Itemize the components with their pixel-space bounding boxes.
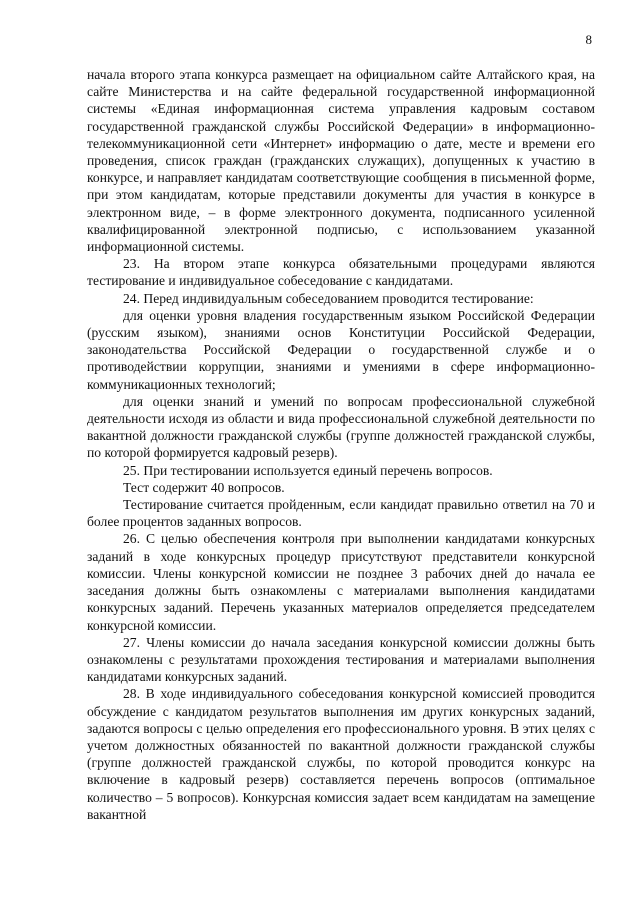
paragraph-25: 25. При тестировании используется единый перечень вопросов.: [123, 462, 493, 478]
paragraph-25-pass-criteria: Тестирование считается пройденным, если кандидат правильно ответил на 70 и более процентов заданных вопросов.: [87, 497, 595, 530]
paragraph-24-item-1: для оценки уровня владения государственным языком Российской Федерации (русским языком), знаниями основ Конституции Российской Федерации, законодательства Российской Федерации о государственной службе и о противодействии коррупции, знаниями и умениями в сфере информационно-коммуникационных технологий;: [87, 307, 595, 392]
paragraph-23: 23. На втором этапе конкурса обязательными процедурами являются тестирование и индивидуальное собеседование с кандидатами.: [87, 256, 595, 289]
paragraph-24-item-2: для оценки знаний и умений по вопросам профессиональной служебной деятельности исходя из области и вида профессиональной служебной деятельности по вакантной должности гражданской службы (группе должностей гражданской службы, по которой формируется кадровый резерв).: [87, 393, 595, 461]
paragraph-27: 27. Члены комиссии до начала заседания конкурсной комиссии должны быть ознакомлены с результатами прохождения тестирования и материалами выполнения кандидатами конкурсных заданий.: [87, 634, 595, 685]
paragraph-26: 26. С целью обеспечения контроля при выполнении кандидатами конкурсных заданий в ходе конкурсных процедур присутствуют представители конкурсной комиссии. Члены конкурсной комиссии не позднее 3 рабочих дней до начала ее заседания должны быть ознакомлены с материалами выполнения кандидатами конкурсных заданий. Перечень указанных материалов определяется председателем конкурсной комиссии.: [87, 531, 595, 633]
page-number: 8: [585, 32, 592, 47]
paragraph-continuation: начала второго этапа конкурса размещает на официальном сайте Алтайского края, на сайте Министерства и на сайте федеральной государственной информационной системы «Единая информационная система управления кадровым составом государственной гражданской службы Российской Федерации» в информационно-телекоммуникационной сети «Интернет» информацию о дате, месте и времени его проведения, список граждан (гражданских служащих), допущенных к участию в конкурсе, и направляет кандидатам соответствующие сообщения в письменной форме, при этом кандидатам, которые представили документы для участия в конкурсе в электронном виде, – в форме электронного документа, подписанного усиленной квалифицированной электронной подписью, с использованием указанной информационной системы.: [87, 67, 595, 255]
paragraph-25-test-count: Тест содержит 40 вопросов.: [123, 479, 285, 495]
paragraph-24: 24. Перед индивидуальным собеседованием проводится тестирование:: [123, 290, 534, 306]
paragraph-28: 28. В ходе индивидуального собеседования конкурсной комиссией проводится обсуждение с кандидатом результатов выполнения им других конкурсных заданий, задаются вопросы с целью определения его профессионального уровня. В этих целях с учетом должностных обязанностей по вакантной должности гражданской службы (группе должностей гражданской службы, по которой проводится конкурс на включение в кадровый резерв) составляется перечень вопросов (оптимальное количество – 5 вопросов). Конкурсная комиссия задает всем кандидатам на замещение вакантной: [87, 686, 595, 822]
document-body: [87, 66, 595, 823]
